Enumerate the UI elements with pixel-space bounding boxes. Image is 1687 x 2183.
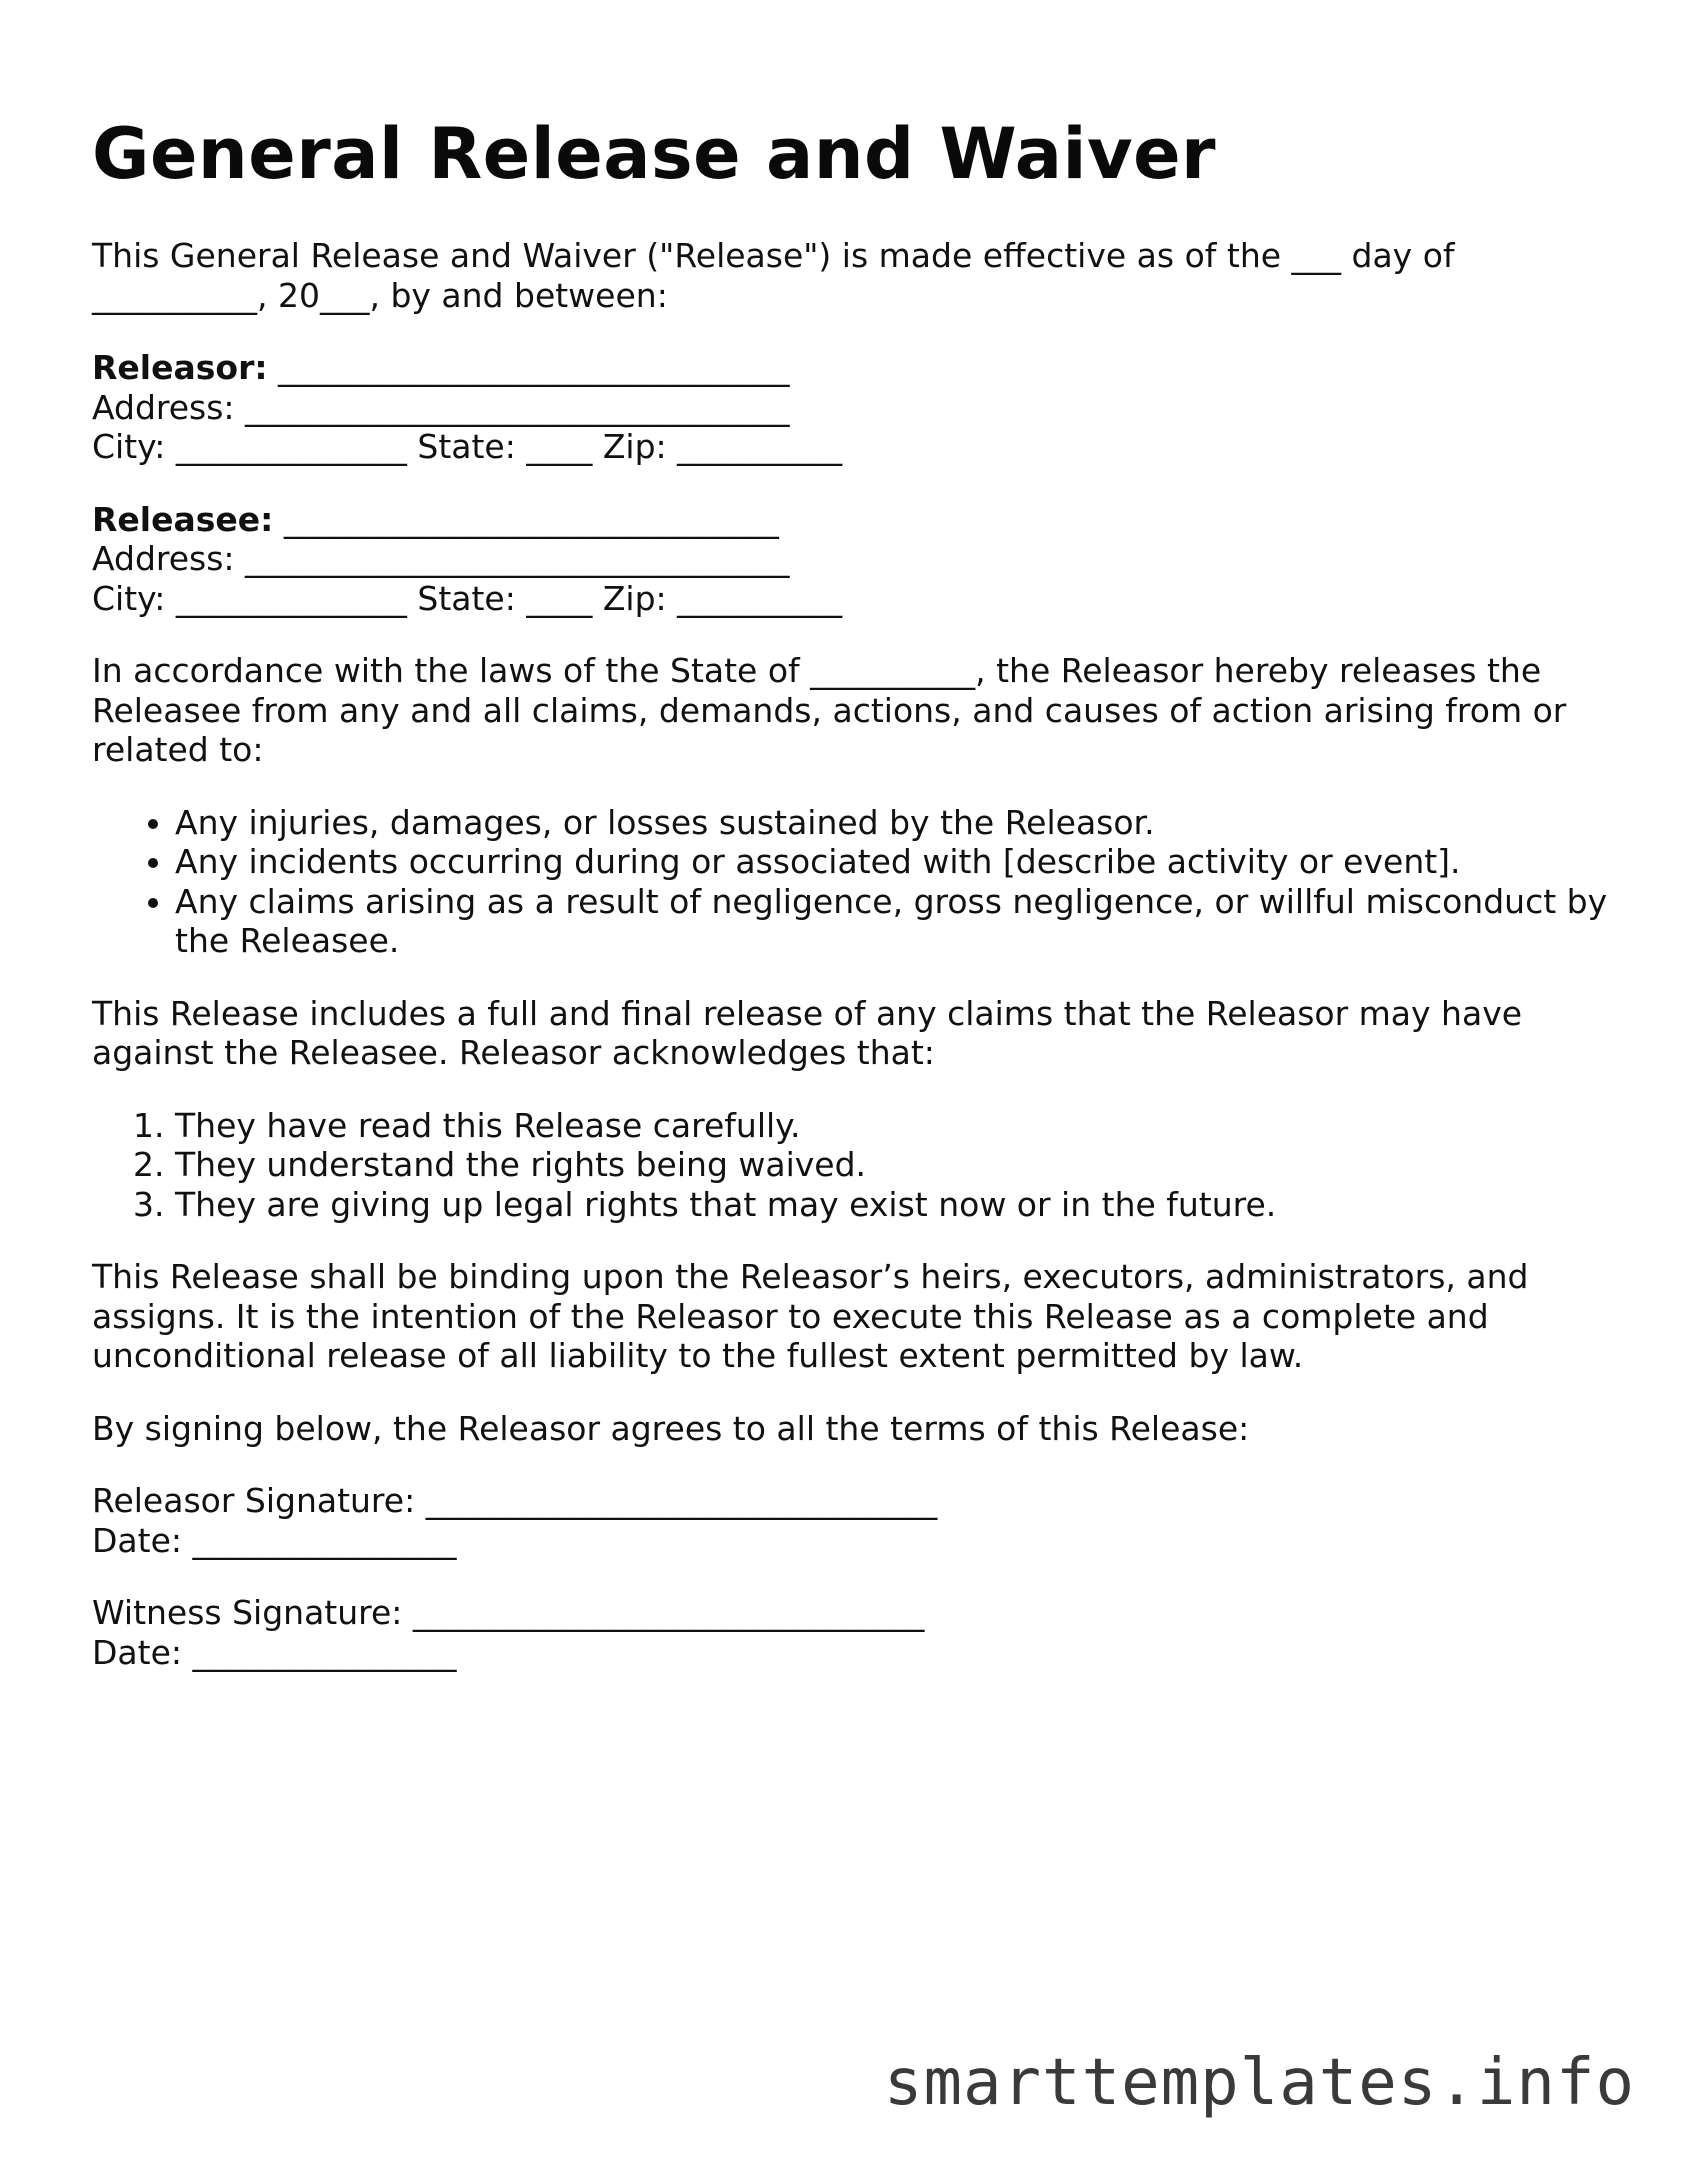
releasee-block xyxy=(92,500,1612,619)
releasor-address-line: Address: _________________________________ xyxy=(92,387,790,427)
list-item: 3. They are giving up legal rights that may exist now or in the future. xyxy=(175,1185,1612,1225)
releasor-name-blank: _______________________________ xyxy=(267,348,790,387)
witness-signature-block xyxy=(92,1593,1612,1672)
releasee-label: Releasee: xyxy=(92,499,274,539)
releasor-signature-line: Releasor Signature: _______________________________ xyxy=(92,1481,938,1520)
releasee-address-line: Address: _________________________________ xyxy=(92,539,790,578)
releasee-name-line xyxy=(92,500,1612,540)
releasor-label: Releasor: xyxy=(92,348,268,387)
releasor-city-line: City: ______________ State: ____ Zip: __________ xyxy=(92,427,843,466)
releasor-block xyxy=(92,348,1612,467)
witness-date-line: Date: ________________ xyxy=(92,1632,457,1672)
intro-paragraph: This General Release and Waiver ("Release") is made effective as of the ___ day of __________, 20___, by and between: xyxy=(92,236,1455,315)
watermark: smarttemplates.info xyxy=(883,2046,1635,2120)
releasor-name-line xyxy=(92,348,1612,388)
acknowledgments-list xyxy=(92,1106,1612,1225)
claims-list xyxy=(92,803,1612,961)
release-paragraph: In accordance with the laws of the State of __________, the Releasor hereby releases the Releasee from any and all claims, demands, actions, and causes of action arising from or related to: xyxy=(92,651,1567,769)
releasee-city-line: City: ______________ State: ____ Zip: __________ xyxy=(92,578,843,618)
acknowledgment-paragraph: This Release includes a full and final release of any claims that the Releasor may have against the Releasee. Releasor acknowledges that: xyxy=(92,993,1523,1072)
binding-paragraph: This Release shall be binding upon the Releasor’s heirs, executors, administrators, and assigns. It is the intention of the Releasor to execute this Release as a complete and unconditional release of all liability to the fullest extent permitted by law. xyxy=(92,1257,1529,1375)
witness-signature-line: Witness Signature: _______________________________ xyxy=(92,1593,925,1632)
releasor-date-line: Date: ________________ xyxy=(92,1520,457,1560)
list-item: • Any incidents occurring during or associated with [describe activity or event]. xyxy=(175,842,1612,882)
releasee-name-blank: ______________________________ xyxy=(273,499,779,539)
document-page xyxy=(92,112,1612,1705)
document-title: General Release and Waiver xyxy=(92,113,1217,195)
list-item: • Any injuries, damages, or losses sustained by the Releasor. xyxy=(175,803,1612,843)
signing-paragraph: By signing below, the Releasor agrees to all the terms of this Release: xyxy=(92,1408,1250,1448)
list-item: • Any claims arising as a result of negligence, gross negligence, or willful misconduct by the Releasee. xyxy=(175,882,1612,961)
list-item: 1. They have read this Release carefully. xyxy=(175,1106,1612,1146)
list-item: 2. They understand the rights being waived. xyxy=(175,1145,1612,1185)
releasor-signature-block xyxy=(92,1481,1612,1560)
